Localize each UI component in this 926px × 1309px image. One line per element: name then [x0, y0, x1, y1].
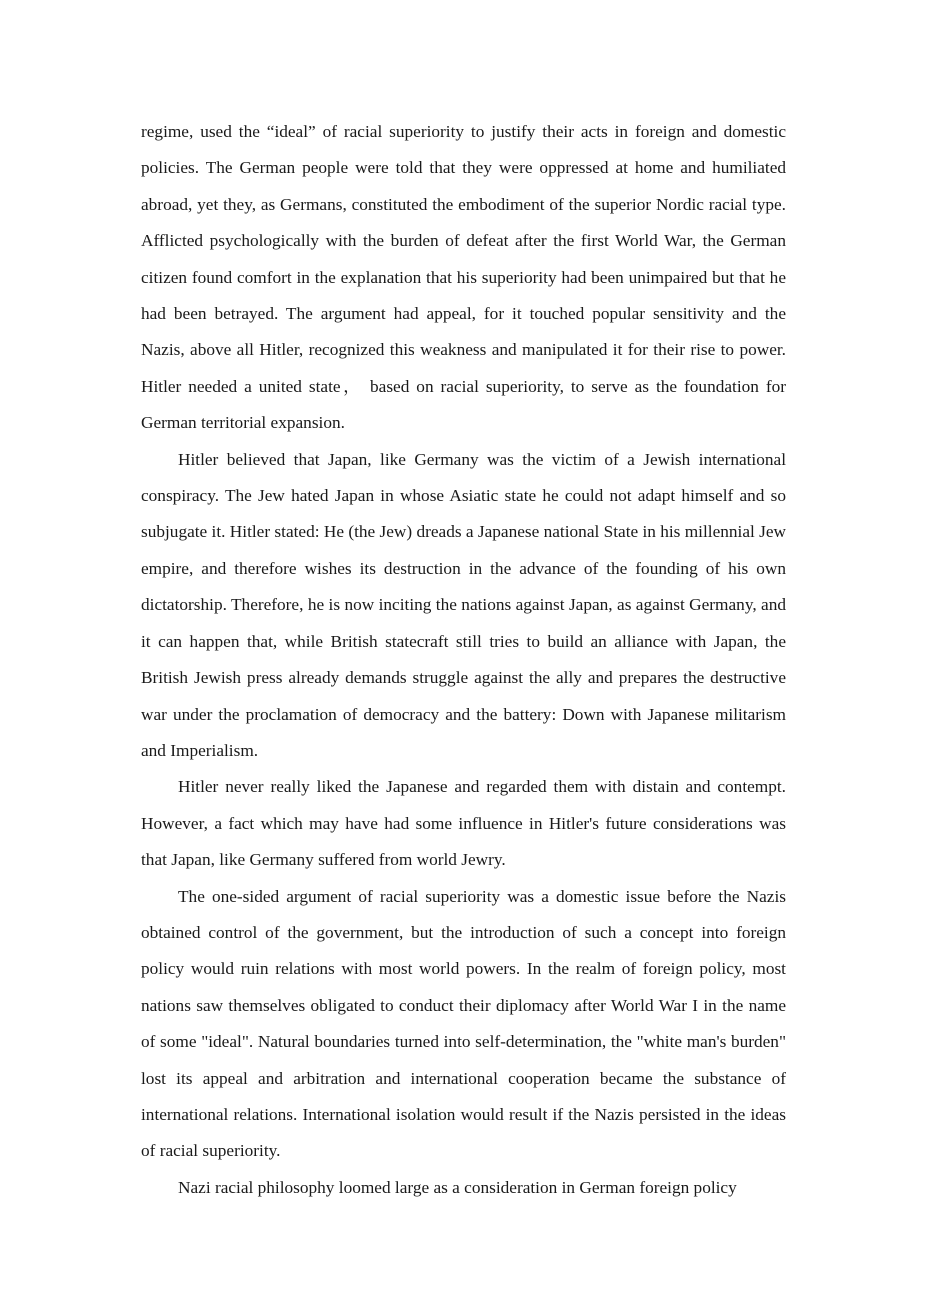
paragraph-3: Hitler never really liked the Japanese and regarded them with distain and contempt. However, a fact which may have had some influence in Hitler's future considerations was that Japan, like Germany suffered from world Jewry.: [141, 777, 786, 870]
paragraph-4: The one-sided argument of racial superiority was a domestic issue before the Nazis obtained control of the government, but the introduction of such a concept into foreign policy would ruin relations with most world powers. In the realm of foreign policy, most nations saw themselves obligated to conduct their diplomacy after World War I in the name of some "ideal". Natural boundaries turned into self-determination, the "white man's burden" lost its appeal and arbitration and international cooperation became the substance of international relations. International isolation would result if the Nazis persisted in the ideas of racial superiority.: [141, 886, 786, 1161]
paragraph-5: Nazi racial philosophy loomed large as a consideration in German foreign policy: [178, 1177, 737, 1197]
paragraph-1: regime, used the “ideal” of racial superiority to justify their acts in foreign and domestic policies. The German people were told that they were oppressed at home and humiliated abroad, yet they, as Germans, constituted the embodiment of the superior Nordic racial type. Afflicted psychologically with the burden of defeat after the first World War, the German citizen found comfort in the explanation that his superiority had been unimpaired but that he had been betrayed. The argument had appeal, for it touched popular sensitivity and the Nazis, above all Hitler, recognized this weakness and manipulated it for their rise to power. Hitler needed a united state， based on racial superiority, to serve as the foundation for German territorial expansion.: [141, 122, 786, 433]
body-text: [141, 114, 786, 1206]
paragraph-2: Hitler believed that Japan, like Germany was the victim of a Jewish international conspiracy. The Jew hated Japan in whose Asiatic state he could not adapt himself and so subjugate it. Hitler stated: He (the Jew) dreads a Japanese national State in his millennial Jew empire, and therefore wishes its destruction in the advance of the founding of his own dictatorship. Therefore, he is now inciting the nations against Japan, as against Germany, and it can happen that, while British statecraft still tries to build an alliance with Japan, the British Jewish press already demands struggle against the ally and prepares the destructive war under the proclamation of democracy and the battery: Down with Japanese militarism and Imperialism.: [141, 449, 786, 760]
